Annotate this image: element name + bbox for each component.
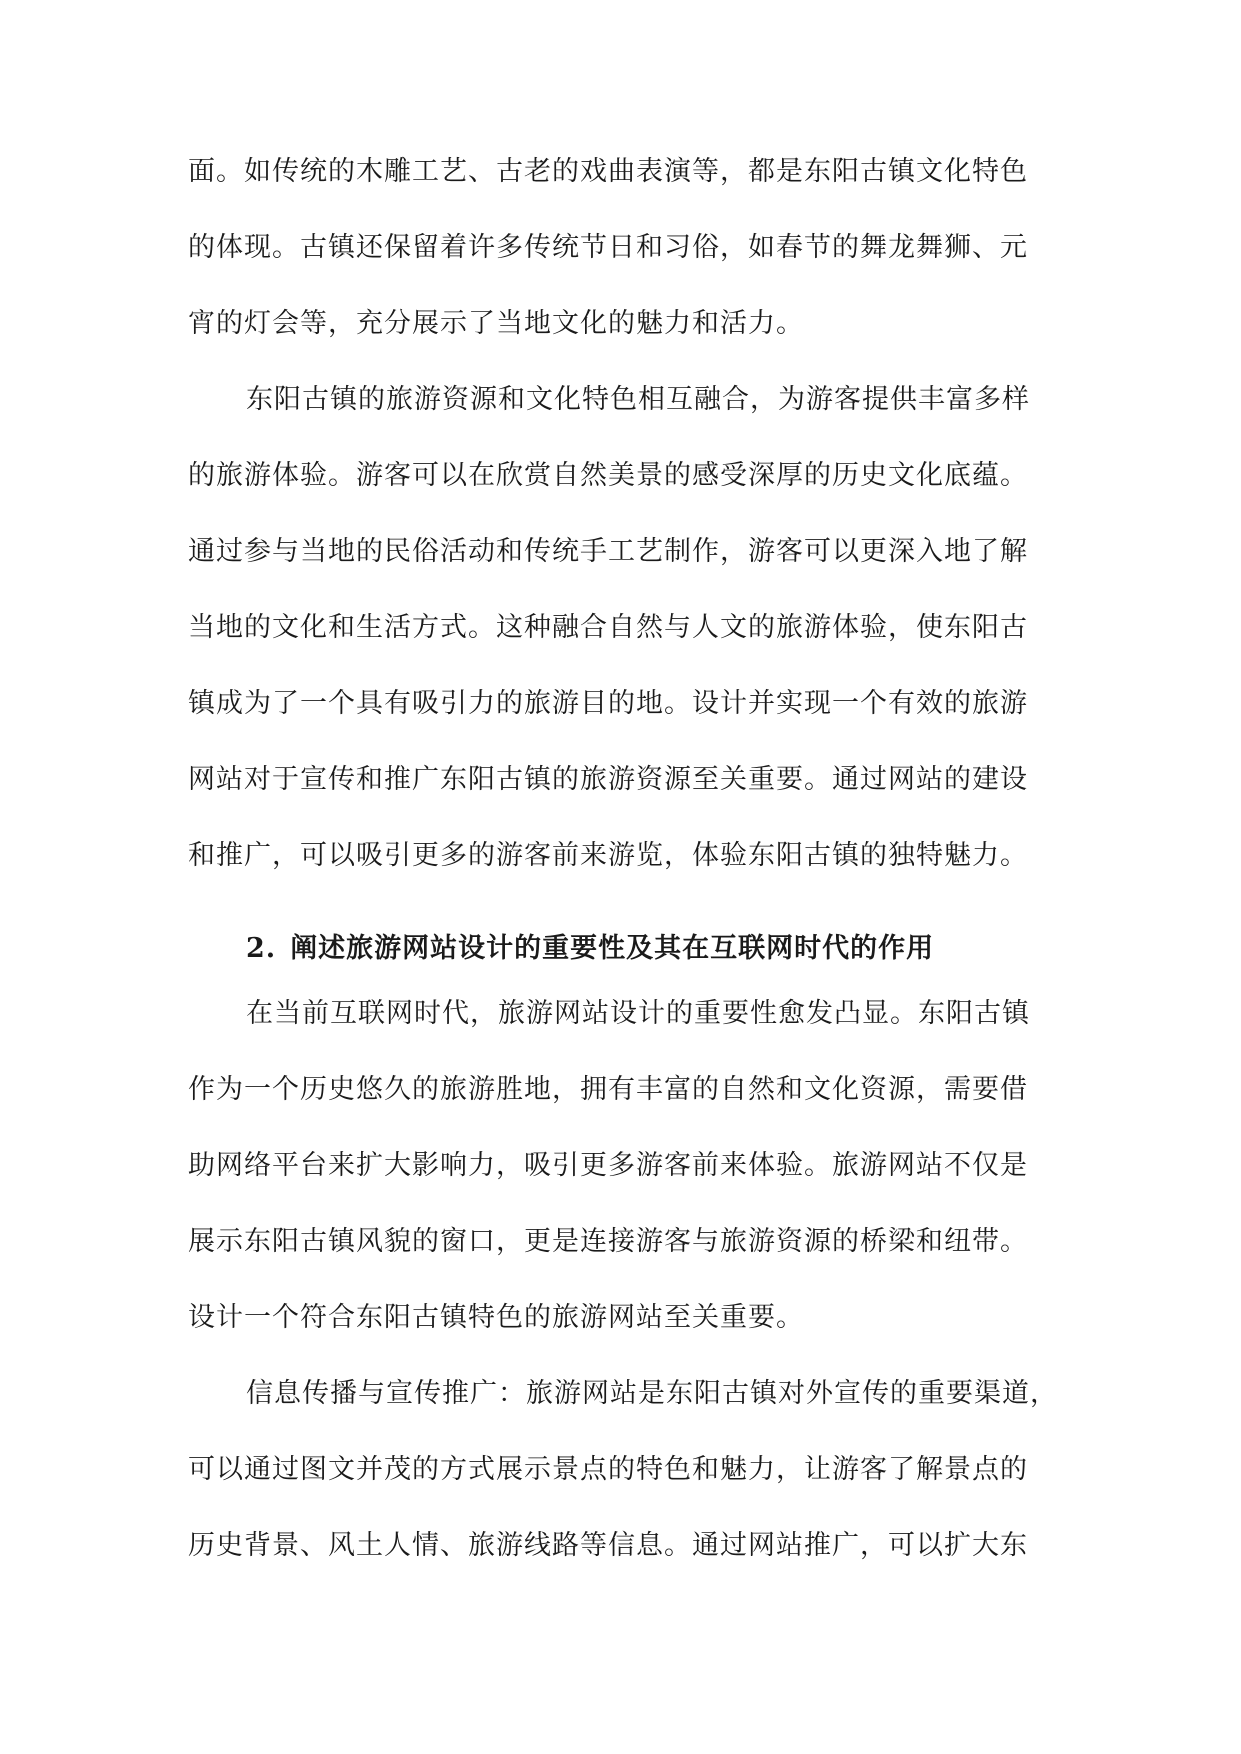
spacer bbox=[188, 902, 1056, 922]
text-line: 展示东阳古镇风貌的窗口，更是连接游客与旅游资源的桥梁和纽带。 bbox=[188, 1226, 1028, 1257]
text-line: 当地的文化和生活方式。这种融合自然与人文的旅游体验，使东阳古 bbox=[188, 612, 1028, 643]
text-line: 可以通过图文并茂的方式展示景点的特色和魅力，让游客了解景点的 bbox=[188, 1454, 1028, 1485]
document-page bbox=[188, 142, 1056, 1592]
paragraph-1 bbox=[188, 142, 1056, 370]
text-line: 历史背景、风土人情、旅游线路等信息。通过网站推广，可以扩大东 bbox=[188, 1530, 1028, 1561]
text-line: 的体现。古镇还保留着许多传统节日和习俗，如春节的舞龙舞狮、元 bbox=[188, 232, 1028, 263]
text-line: 和推广，可以吸引更多的游客前来游览，体验东阳古镇的独特魅力。 bbox=[188, 840, 1028, 871]
text-line: 镇成为了一个具有吸引力的旅游目的地。设计并实现一个有效的旅游 bbox=[188, 688, 1028, 719]
text-line: 通过参与当地的民俗活动和传统手工艺制作，游客可以更深入地了解 bbox=[188, 536, 1028, 567]
text-line: 助网络平台来扩大影响力，吸引更多游客前来体验。旅游网站不仅是 bbox=[188, 1150, 1028, 1181]
text-line: 在当前互联网时代，旅游网站设计的重要性愈发凸显。东阳古镇 bbox=[246, 998, 1030, 1029]
text-line: 作为一个历史悠久的旅游胜地，拥有丰富的自然和文化资源，需要借 bbox=[188, 1074, 1028, 1105]
text-line: 宵的灯会等，充分展示了当地文化的魅力和活力。 bbox=[188, 308, 804, 339]
paragraph-2 bbox=[188, 370, 1056, 902]
text-line: 设计一个符合东阳古镇特色的旅游网站至关重要。 bbox=[188, 1302, 804, 1333]
text-line: 东阳古镇的旅游资源和文化特色相互融合，为游客提供丰富多样 bbox=[246, 384, 1030, 415]
section-number: 2. bbox=[246, 933, 277, 964]
paragraph-4 bbox=[188, 1364, 1056, 1592]
text-line: 网站对于宣传和推广东阳古镇的旅游资源至关重要。通过网站的建设 bbox=[188, 764, 1028, 795]
text-line: 信息传播与宣传推广：旅游网站是东阳古镇对外宣传的重要渠道， bbox=[246, 1378, 1058, 1409]
text-line: 的旅游体验。游客可以在欣赏自然美景的感受深厚的历史文化底蕴。 bbox=[188, 460, 1028, 491]
section-title: 阐述旅游网站设计的重要性及其在互联网时代的作用 bbox=[290, 933, 935, 964]
text-line: 面。如传统的木雕工艺、古老的戏曲表演等，都是东阳古镇文化特色 bbox=[188, 156, 1028, 187]
section-heading bbox=[188, 922, 1056, 984]
paragraph-3 bbox=[188, 984, 1056, 1364]
